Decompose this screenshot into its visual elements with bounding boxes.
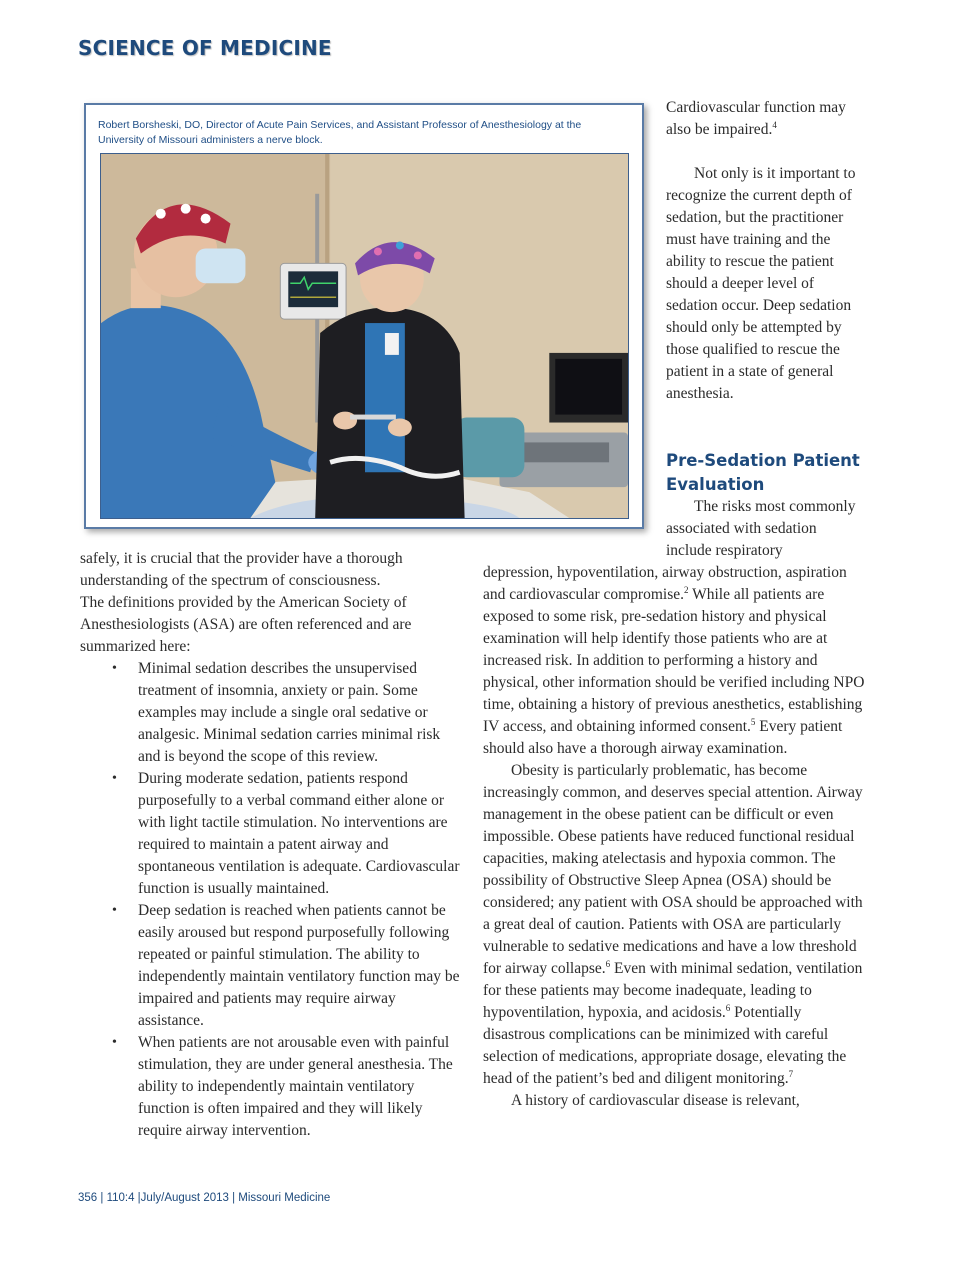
sedation-levels-list: [80, 658, 465, 1142]
bullet-icon: •: [112, 661, 117, 676]
paragraph-text: depression, hypoventilation, airway obstruction, aspiration and cardiovascular compromise.: [483, 564, 847, 603]
paragraph: The risks most commonly associated with sedation include respiratory: [666, 498, 856, 559]
nerve-block-illustration: [101, 154, 628, 518]
reference-number: 6: [605, 958, 611, 969]
paragraph: Not only is it important to recognize the current depth of sedation, but the practitioner must have training and the ability to rescue the patient should a deeper level of sedation occur. Deep sedation should only be attempted by those qualified to rescue the patient in a state of general anesthesia.: [666, 165, 856, 402]
list-item: [80, 900, 465, 1032]
right-column-top: [666, 97, 862, 405]
list-item-text: During moderate sedation, patients respond purposefully to a verbal command either alone or with light tactile stimulation. No interventions are required to maintain a patent airway and spontaneous ventilation is adequate. Cardiovascular function is usually maintained.: [138, 770, 460, 897]
reference-number: 4: [772, 119, 777, 130]
paragraph-text: While all patients are exposed to some risk, pre-sedation history and physical examination will help identify those patients who are at increased risk. In addition to performing a history and physical, other information should be verified including NPO time, obtaining a history of previous anesthetics, establishing IV access, and obtaining informed consent.: [483, 586, 865, 735]
page-footer: 356 | 110:4 |July/August 2013 | Missouri Medicine: [78, 1192, 331, 1204]
right-column-intro: [666, 496, 862, 562]
list-item-text: Deep sedation is reached when patients cannot be easily aroused but respond purposefully following repeated or painful stimulation. The ability to independently maintain ventilatory function may be impaired and patients may require airway assistance.: [138, 902, 460, 1029]
paragraph-text: Cardiovascular function may also be impaired.: [666, 99, 846, 138]
reference-number: 5: [750, 716, 756, 727]
reference-number: 7: [788, 1068, 794, 1079]
bullet-icon: •: [112, 903, 117, 918]
clinical-photo: [100, 153, 629, 519]
paragraph-text: Every patient should also have a thorough airway examination.: [483, 718, 843, 757]
right-column-main: [483, 562, 867, 1112]
subheading-box: [666, 449, 866, 497]
reference-number: 6: [725, 1002, 731, 1013]
left-column: [80, 548, 465, 1142]
list-item: [80, 658, 465, 768]
paragraph-text: Even with minimal sedation, ventilation for these patients may become inadequate, leading to hypoventilation, hypoxia, and acidosis.: [483, 960, 863, 1021]
paragraph: The definitions provided by the American Society of Anesthesiologists (ASA) are often referenced and are summarized here:: [80, 594, 412, 655]
list-item: [80, 1032, 465, 1142]
reference-number: 2: [684, 584, 689, 595]
paragraph: [483, 562, 867, 760]
paragraph: A history of cardiovascular disease is relevant,: [511, 1092, 800, 1109]
list-item: [80, 768, 465, 900]
bullet-icon: •: [112, 771, 117, 786]
paragraph: [666, 97, 862, 141]
bullet-icon: •: [112, 1035, 117, 1050]
paragraph: safely, it is crucial that the provider have a thorough understanding of the spectrum of consciousness.: [80, 550, 403, 589]
list-item-text: Minimal sedation describes the unsupervised treatment of insomnia, anxiety or pain. Some examples may include a single oral sedative or analgesic. Minimal sedation carries minimal risk and is beyond the scope of this review.: [138, 660, 441, 765]
paragraph-text: Potentially disastrous complications can be minimized with careful selection of medications, appropriate dosage, elevating the head of the patient’s bed and diligent monitoring.: [483, 1004, 847, 1087]
figure-caption: Robert Borsheski, DO, Director of Acute Pain Services, and Assistant Professor of Anesthesiology at the University of Missouri administers a nerve block.: [98, 119, 582, 146]
section-title: SCIENCE OF MEDICINE: [78, 36, 332, 60]
subheading-pre-sedation: Pre-Sedation Patient Evaluation: [666, 451, 860, 494]
paragraph: [483, 760, 867, 1090]
list-item-text: When patients are not arousable even with painful stimulation, they are under general anesthesia. The ability to independently maintain ventilatory function is often impaired and they will likely require airway intervention.: [138, 1034, 453, 1139]
paragraph-text: Obesity is particularly problematic, has become increasingly common, and deserves special attention. Airway management in the obese patient can be difficult or even impossible. Obese patients have reduced functional residual capacities, making atelectasis and hypoxia common. The possibility of Obstructive Sleep Apnea (OSA) should be considered; any patient with OSA should be approached with a great deal of caution. Patients with OSA are particularly vulnerable to sedative medications and have a low threshold for airway collapse.: [483, 762, 863, 977]
photo-figure: [84, 103, 644, 529]
